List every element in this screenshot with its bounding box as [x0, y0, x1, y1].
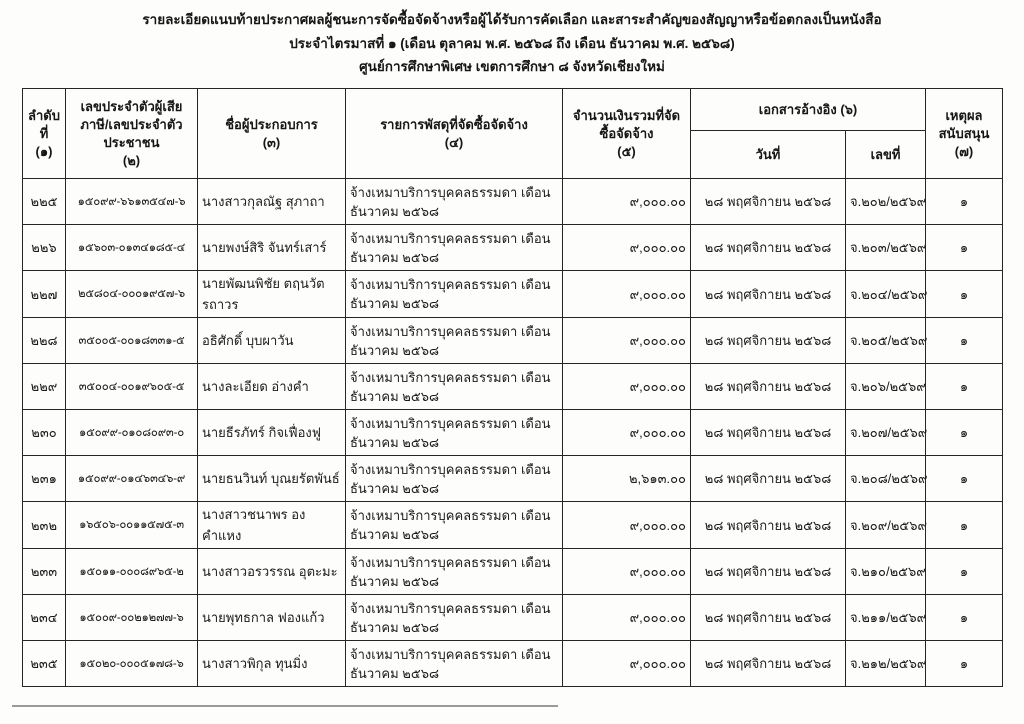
- row-ref-number: จ.๒๐๙/๒๕๖๙: [846, 502, 926, 549]
- row-order-number: ๒๓๕: [23, 641, 66, 687]
- header-tax-id: [66, 89, 198, 179]
- row-item-description: จ้างเหมาบริการบุคคลธรรมดา เดือนธันวาคม ๒๕๖๘: [346, 410, 563, 456]
- table-row: [23, 410, 1003, 456]
- scan-artifact-line: [12, 705, 558, 707]
- row-order-number: ๒๓๐: [23, 410, 66, 456]
- row-reason: ๑: [926, 179, 1003, 225]
- row-item-description: จ้างเหมาบริการบุคคลธรรมดา เดือนธันวาคม ๒๕๖๘: [346, 595, 563, 641]
- row-tax-id: ๑๕๐๙๙-๐๑๐๘๐๙๓-๐: [66, 410, 198, 456]
- header-tax-id-number: (๒): [122, 152, 141, 168]
- document-title-line2: ประจำไตรมาสที่ ๑ (เดือน ตุลาคม พ.ศ. ๒๕๖๘ ถึง เดือน ธันวาคม พ.ศ. ๒๕๖๘): [289, 35, 735, 51]
- row-ref-date: ๒๘ พฤศจิกายน ๒๕๖๘: [691, 225, 846, 271]
- row-reason: ๑: [926, 549, 1003, 595]
- row-item-description: จ้างเหมาบริการบุคคลธรรมดา เดือนธันวาคม ๒๕๖๘: [346, 364, 563, 410]
- row-tax-id: ๒๕๘๐๔-๐๐๐๑๙๕๗-๖: [66, 271, 198, 318]
- row-ref-date: ๒๘ พฤศจิกายน ๒๕๖๘: [691, 595, 846, 641]
- row-vendor-name: นายพุทธกาล ฟองแก้ว: [198, 595, 346, 641]
- row-ref-date: ๒๘ พฤศจิกายน ๒๕๖๘: [691, 179, 846, 225]
- row-item-description: จ้างเหมาบริการบุคคลธรรมดา เดือนธันวาคม ๒๕๖๘: [346, 271, 563, 318]
- row-reason: ๑: [926, 641, 1003, 687]
- table-row: [23, 225, 1003, 271]
- row-vendor-name: นางสาวพิกุล ทุนมิ่ง: [198, 641, 346, 687]
- row-item-description: จ้างเหมาบริการบุคคลธรรมดา เดือนธันวาคม ๒๕๖๘: [346, 225, 563, 271]
- row-ref-date: ๒๘ พฤศจิกายน ๒๕๖๘: [691, 456, 846, 502]
- document-title-line1: รายละเอียดแนบท้ายประกาศผลผู้ชนะการจัดซื้อจัดจ้างหรือผู้ได้รับการคัดเลือก และสาระสำคัญของสัญญาหรือข้อตกลงเป็นหนังสือ: [142, 12, 882, 27]
- table-row: [23, 502, 1003, 549]
- row-amount: ๙,๐๐๐.๐๐: [563, 225, 691, 271]
- procurement-table: [22, 88, 1003, 687]
- row-ref-date: ๒๘ พฤศจิกายน ๒๕๖๘: [691, 364, 846, 410]
- row-item-description: จ้างเหมาบริการบุคคลธรรมดา เดือนธันวาคม ๒๕๖๘: [346, 641, 563, 687]
- row-reason: ๑: [926, 318, 1003, 364]
- row-tax-id: ๑๕๐๐๙-๐๐๒๑๒๗๗-๖: [66, 595, 198, 641]
- row-order-number: ๒๒๗: [23, 271, 66, 318]
- header-amount-label: จำนวนเงินรวมที่จัดซื้อจัดจ้าง: [572, 107, 681, 141]
- row-ref-number: จ.๒๐๒/๒๕๖๙: [846, 179, 926, 225]
- row-item-description: จ้างเหมาบริการบุคคลธรรมดา เดือนธันวาคม ๒๕๖๘: [346, 179, 563, 225]
- row-order-number: ๒๒๘: [23, 318, 66, 364]
- row-order-number: ๒๒๖: [23, 225, 66, 271]
- header-reason: [926, 89, 1003, 179]
- row-tax-id: ๑๕๐๙๙-๐๑๔๖๓๔๖-๙: [66, 456, 198, 502]
- header-item: [346, 89, 563, 179]
- table-row: [23, 456, 1003, 502]
- row-reason: ๑: [926, 595, 1003, 641]
- row-amount: ๙,๐๐๐.๐๐: [563, 502, 691, 549]
- header-amount-number: (๕): [617, 143, 636, 159]
- header-ref-date: วันที่: [691, 131, 846, 179]
- row-reason: ๑: [926, 271, 1003, 318]
- row-vendor-name: นายธนวินท์ บุณยรัตพันธ์: [198, 456, 346, 502]
- table-row: [23, 364, 1003, 410]
- row-order-number: ๒๓๑: [23, 456, 66, 502]
- row-vendor-name: นางละเอียด อ่างคำ: [198, 364, 346, 410]
- row-ref-number: จ.๒๐๕/๒๕๖๙: [846, 318, 926, 364]
- header-item-label: รายการพัสดุที่จัดซื้อจัดจ้าง: [380, 116, 528, 132]
- row-ref-date: ๒๘ พฤศจิกายน ๒๕๖๘: [691, 318, 846, 364]
- row-ref-number: จ.๒๐๔/๒๕๖๙: [846, 271, 926, 318]
- row-item-description: จ้างเหมาบริการบุคคลธรรมดา เดือนธันวาคม ๒๕๖๘: [346, 502, 563, 549]
- table-row: [23, 641, 1003, 687]
- row-order-number: ๒๒๙: [23, 364, 66, 410]
- row-amount: ๙,๐๐๐.๐๐: [563, 641, 691, 687]
- header-vendor: [198, 89, 346, 179]
- row-ref-number: จ.๒๐๘/๒๕๖๙: [846, 456, 926, 502]
- row-ref-number: จ.๒๐๖/๒๕๖๙: [846, 364, 926, 410]
- row-amount: ๙,๐๐๐.๐๐: [563, 364, 691, 410]
- row-ref-date: ๒๘ พฤศจิกายน ๒๕๖๘: [691, 502, 846, 549]
- header-order-number: (๑): [35, 143, 53, 159]
- row-amount: ๙,๐๐๐.๐๐: [563, 549, 691, 595]
- header-reason-label: เหตุผลสนับสนุน: [938, 107, 990, 141]
- row-ref-number: จ.๒๑๒/๒๕๖๙: [846, 641, 926, 687]
- header-reason-number: (๗): [954, 143, 974, 159]
- row-tax-id: ๑๕๖๐๓-๐๑๓๔๑๘๕-๔: [66, 225, 198, 271]
- row-item-description: จ้างเหมาบริการบุคคลธรรมดา เดือนธันวาคม ๒๕๖๘: [346, 318, 563, 364]
- header-vendor-number: (๓): [262, 134, 281, 150]
- row-tax-id: ๑๕๐๑๑-๐๐๐๘๙๖๕-๒: [66, 549, 198, 595]
- document-title-block: [0, 0, 1024, 79]
- row-vendor-name: นายพงษ์สิริ จันทร์เสาร์: [198, 225, 346, 271]
- header-vendor-label: ชื่อผู้ประกอบการ: [225, 116, 318, 132]
- row-ref-number: จ.๒๐๓/๒๕๖๙: [846, 225, 926, 271]
- table-row: [23, 595, 1003, 641]
- row-order-number: ๒๒๕: [23, 179, 66, 225]
- row-vendor-name: นายพัฒนพิชัย ตฤนวัตรถาวร: [198, 271, 346, 318]
- header-order-label: ลำดับที่: [28, 107, 60, 141]
- row-ref-date: ๒๘ พฤศจิกายน ๒๕๖๘: [691, 271, 846, 318]
- row-amount: ๙,๐๐๐.๐๐: [563, 318, 691, 364]
- table-row: [23, 271, 1003, 318]
- row-tax-id: ๑๕๐๙๙-๖๖๑๓๕๔๗-๖: [66, 179, 198, 225]
- row-reason: ๑: [926, 410, 1003, 456]
- row-order-number: ๒๓๓: [23, 549, 66, 595]
- row-ref-date: ๒๘ พฤศจิกายน ๒๕๖๘: [691, 549, 846, 595]
- row-amount: ๙,๐๐๐.๐๐: [563, 271, 691, 318]
- row-reason: ๑: [926, 502, 1003, 549]
- row-amount: ๙,๐๐๐.๐๐: [563, 179, 691, 225]
- row-ref-number: จ.๒๐๗/๒๕๖๙: [846, 410, 926, 456]
- table-header: [23, 89, 1003, 179]
- row-tax-id: ๓๕๐๐๔-๐๐๑๙๖๐๕-๕: [66, 364, 198, 410]
- row-ref-date: ๒๘ พฤศจิกายน ๒๕๖๘: [691, 641, 846, 687]
- row-reason: ๑: [926, 364, 1003, 410]
- header-item-number: (๔): [444, 134, 464, 150]
- header-tax-id-label: เลขประจำตัวผู้เสียภาษี/เลขประจำตัวประชาชน: [80, 98, 183, 150]
- row-vendor-name: อธิศักดิ์ บุบผาวัน: [198, 318, 346, 364]
- table-row: [23, 318, 1003, 364]
- header-ref-number: เลขที่: [846, 131, 926, 179]
- row-reason: ๑: [926, 456, 1003, 502]
- table-row: [23, 549, 1003, 595]
- row-ref-date: ๒๘ พฤศจิกายน ๒๕๖๘: [691, 410, 846, 456]
- row-vendor-name: นางสาวอรวรรณ อุตะมะ: [198, 549, 346, 595]
- row-reason: ๑: [926, 225, 1003, 271]
- row-vendor-name: นางสาวกุลณัฐ สุภาถา: [198, 179, 346, 225]
- row-order-number: ๒๓๒: [23, 502, 66, 549]
- row-vendor-name: นายธีรภัทร์ กิจเฟื่องฟู: [198, 410, 346, 456]
- row-vendor-name: นางสาวชนาพร องคำแหง: [198, 502, 346, 549]
- row-item-description: จ้างเหมาบริการบุคคลธรรมดา เดือนธันวาคม ๒๕๖๘: [346, 456, 563, 502]
- row-ref-number: จ.๒๑๐/๒๕๖๙: [846, 549, 926, 595]
- header-reference-group: เอกสารอ้างอิง (๖): [691, 89, 926, 131]
- header-amount: [563, 89, 691, 179]
- row-amount: ๙,๐๐๐.๐๐: [563, 410, 691, 456]
- row-amount: ๒,๖๑๓.๐๐: [563, 456, 691, 502]
- row-tax-id: ๑๕๐๒๐-๐๐๐๕๑๗๘-๖: [66, 641, 198, 687]
- table-row: [23, 179, 1003, 225]
- row-tax-id: ๓๕๐๐๕-๐๐๑๘๓๓๑-๕: [66, 318, 198, 364]
- row-item-description: จ้างเหมาบริการบุคคลธรรมดา เดือนธันวาคม ๒๕๖๘: [346, 549, 563, 595]
- document-title-line3: ศูนย์การศึกษาพิเศษ เขตการศึกษา ๘ จังหวัดเชียงใหม่: [359, 59, 665, 74]
- row-ref-number: จ.๒๑๑/๒๕๖๙: [846, 595, 926, 641]
- header-order: [23, 89, 66, 179]
- table-body: [23, 179, 1003, 687]
- row-order-number: ๒๓๔: [23, 595, 66, 641]
- row-tax-id: ๑๖๕๐๖-๐๐๑๑๕๗๕-๓: [66, 502, 198, 549]
- row-amount: ๙,๐๐๐.๐๐: [563, 595, 691, 641]
